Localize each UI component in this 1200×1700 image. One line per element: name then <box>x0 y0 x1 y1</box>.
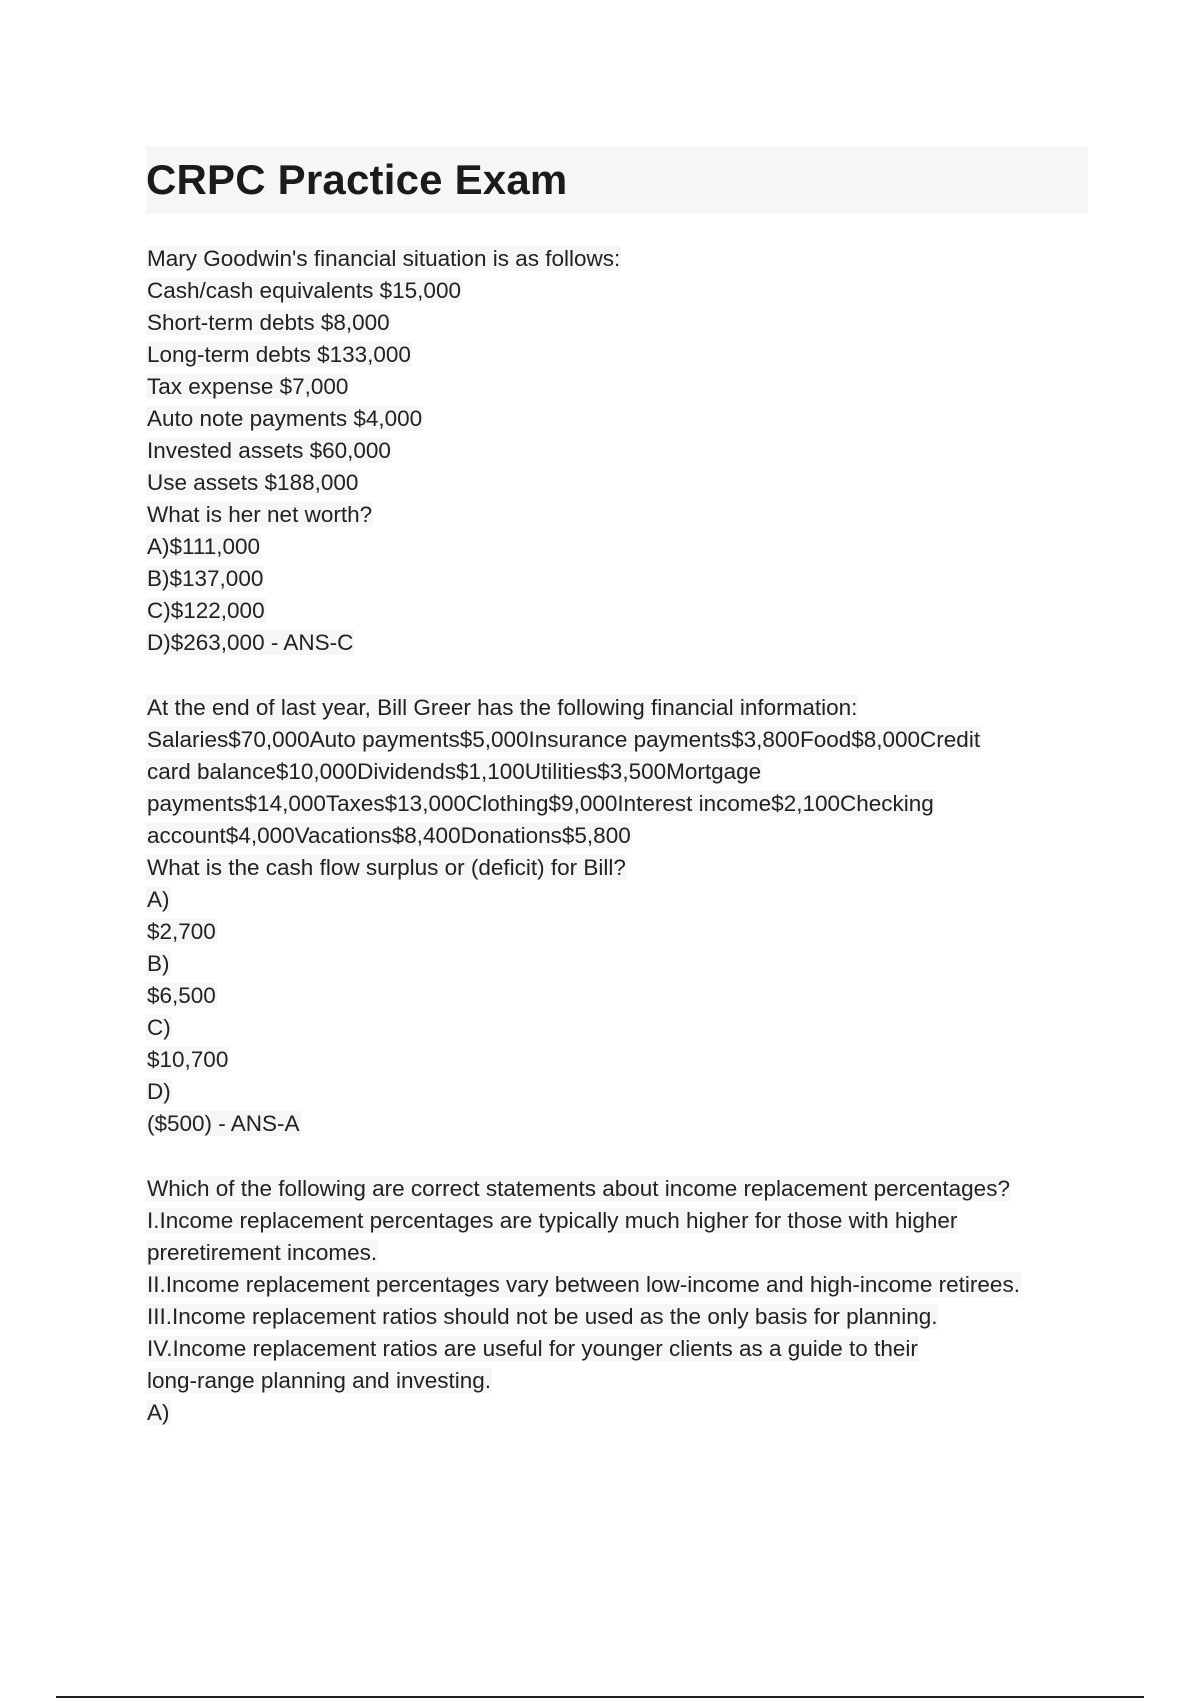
statement-line: I.Income replacement percentages are typically much higher for those with higher <box>147 1208 958 1233</box>
question-text-line: Mary Goodwin's financial situation is as follows: <box>147 246 621 271</box>
answer-option-label: A) <box>147 887 170 912</box>
question-text-line: Invested assets $60,000 <box>147 438 391 463</box>
answer-option: B)$137,000 <box>147 566 264 591</box>
question-prompt: What is her net worth? <box>147 502 373 527</box>
answer-option-label: A) <box>147 1400 170 1425</box>
question-text-line: payments$14,000Taxes$13,000Clothing$9,000Interest income$2,100Checking <box>147 791 934 816</box>
question-text-line: Short-term debts $8,000 <box>147 310 390 335</box>
answer-option-value: $6,500 <box>147 983 216 1008</box>
question-text-line: account$4,000Vacations$8,400Donations$5,800 <box>147 823 631 848</box>
statement-line: II.Income replacement percentages vary between low-income and high-income retirees. <box>147 1272 1020 1297</box>
question-prompt: What is the cash flow surplus or (deficit) for Bill? <box>147 855 626 880</box>
answer-option-with-key: D)$263,000 - ANS-C <box>147 630 354 655</box>
title-bar <box>146 146 1088 214</box>
answer-option-label: C) <box>147 1015 171 1040</box>
document-body <box>146 243 1088 1462</box>
question-1 <box>146 243 1088 659</box>
question-text-line: Cash/cash equivalents $15,000 <box>147 278 461 303</box>
question-text-line: Long-term debts $133,000 <box>147 342 411 367</box>
question-text-line: Auto note payments $4,000 <box>147 406 423 431</box>
question-2 <box>146 692 1088 1140</box>
answer-option-label: B) <box>147 951 170 976</box>
page-title: CRPC Practice Exam <box>146 156 568 203</box>
question-text-line: At the end of last year, Bill Greer has the following financial information: <box>147 695 858 720</box>
answer-option-value: $10,700 <box>147 1047 229 1072</box>
question-text-line: Salaries$70,000Auto payments$5,000Insurance payments$3,800Food$8,000Credit <box>147 727 981 752</box>
question-text-line: Tax expense $7,000 <box>147 374 349 399</box>
answer-option: C)$122,000 <box>147 598 265 623</box>
question-text-line: Use assets $188,000 <box>147 470 359 495</box>
question-3 <box>146 1173 1088 1429</box>
answer-option-value: $2,700 <box>147 919 216 944</box>
answer-option: A)$111,000 <box>147 534 261 559</box>
question-text-line: card balance$10,000Dividends$1,100Utilities$3,500Mortgage <box>147 759 762 784</box>
statement-line: long-range planning and investing. <box>147 1368 492 1393</box>
statement-line: IV.Income replacement ratios are useful for younger clients as a guide to their <box>147 1336 918 1361</box>
statement-line: III.Income replacement ratios should not be used as the only basis for planning. <box>147 1304 938 1329</box>
footer-divider <box>56 1696 1144 1698</box>
answer-option-with-key: ($500) - ANS-A <box>147 1111 300 1136</box>
statement-line: preretirement incomes. <box>147 1240 378 1265</box>
answer-option-label: D) <box>147 1079 171 1104</box>
question-prompt: Which of the following are correct statements about income replacement percentages? <box>147 1176 1010 1201</box>
